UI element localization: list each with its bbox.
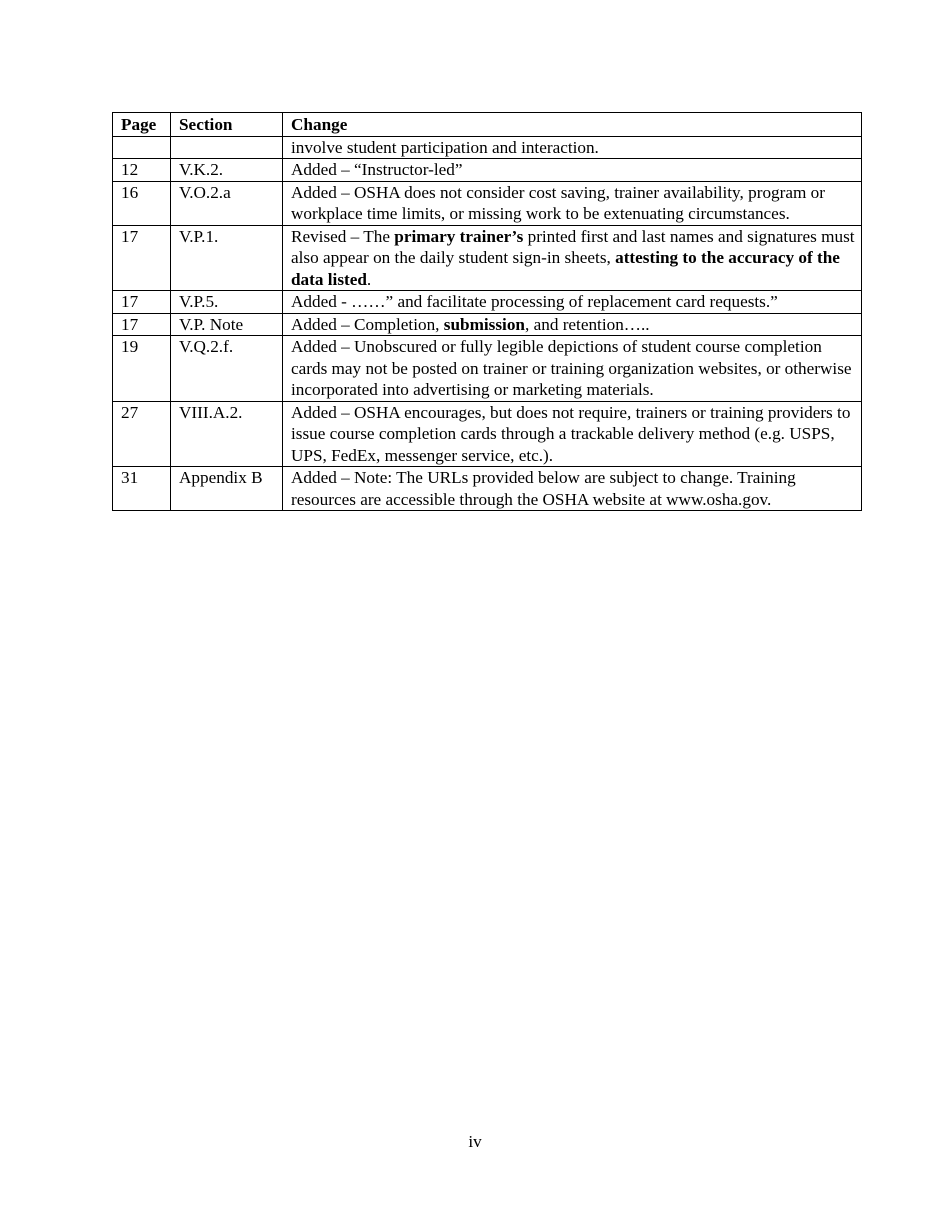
- change-text: Added – Completion,: [291, 314, 444, 334]
- cell-page: 19: [113, 336, 171, 402]
- cell-change: [283, 181, 862, 225]
- cell-change: [283, 291, 862, 314]
- table-row: [113, 291, 862, 314]
- cell-section: V.K.2.: [171, 159, 283, 182]
- change-text: Added – “Instructor-led”: [291, 160, 463, 179]
- page-number: iv: [468, 1132, 482, 1151]
- table-row: [113, 136, 862, 159]
- cell-page: 31: [113, 467, 171, 511]
- cell-change: [283, 136, 862, 159]
- cell-section: V.O.2.a: [171, 181, 283, 225]
- change-text-bold: primary trainer’s: [394, 226, 524, 246]
- cell-page: 17: [113, 313, 171, 336]
- change-text-bold: submission: [443, 314, 525, 334]
- table-row: [113, 401, 862, 467]
- cell-page: 17: [113, 291, 171, 314]
- change-text: .: [366, 269, 372, 289]
- change-text: Added – OSHA encourages, but does not require, trainers or training providers to issue course completion cards through a trackable delivery method (e.g. USPS, UPS, FedEx, messenger service, etc.).: [291, 402, 851, 465]
- cell-section: VIII.A.2.: [171, 401, 283, 467]
- revision-changes-table: [112, 112, 862, 511]
- cell-section: V.P. Note: [171, 313, 283, 336]
- cell-change: [283, 225, 862, 291]
- table-row: [113, 313, 862, 336]
- change-text: Revised – The: [291, 226, 395, 246]
- cell-section: V.Q.2.f.: [171, 336, 283, 402]
- change-text: involve student participation and interaction.: [291, 137, 599, 157]
- cell-section: [171, 136, 283, 159]
- cell-section: V.P.1.: [171, 225, 283, 291]
- change-text-bold: attesting to the accuracy of the data listed: [291, 248, 840, 289]
- change-text: Added – OSHA does not consider cost saving, trainer availability, program or workplace time limits, or missing work to be extenuating circumstances.: [291, 182, 825, 223]
- cell-change: [283, 336, 862, 402]
- cell-change: [283, 467, 862, 511]
- table-row: [113, 181, 862, 225]
- header-change: Change: [283, 113, 862, 137]
- header-section: Section: [171, 113, 283, 137]
- change-text: , and retention…..: [525, 314, 650, 334]
- cell-page: 16: [113, 181, 171, 225]
- cell-section: V.P.5.: [171, 291, 283, 314]
- change-text: Added – Note: The URLs provided below are subject to change. Training resources are accessible through the OSHA website at www.osha.gov.: [291, 468, 796, 509]
- table-row: [113, 225, 862, 291]
- cell-page: 12: [113, 159, 171, 182]
- cell-change: [283, 401, 862, 467]
- table-row: [113, 467, 862, 511]
- cell-page: 17: [113, 225, 171, 291]
- cell-change: [283, 159, 862, 182]
- header-page: Page: [113, 113, 171, 137]
- change-text: printed first and last names and signatures must also appear on the daily student sign-in sheets,: [291, 226, 855, 267]
- table-row: [113, 336, 862, 402]
- table-row: [113, 159, 862, 182]
- cell-section: Appendix B: [171, 467, 283, 511]
- change-text: Added - ……” and facilitate processing of replacement card requests.”: [291, 292, 778, 311]
- cell-change: [283, 313, 862, 336]
- change-text: Added – Unobscured or fully legible depictions of student course completion cards may not be posted on trainer or training organization websites, or otherwise incorporated into advertising or marketing materials.: [291, 337, 852, 399]
- table-header-row: [113, 113, 862, 137]
- cell-page: [113, 136, 171, 159]
- cell-page: 27: [113, 401, 171, 467]
